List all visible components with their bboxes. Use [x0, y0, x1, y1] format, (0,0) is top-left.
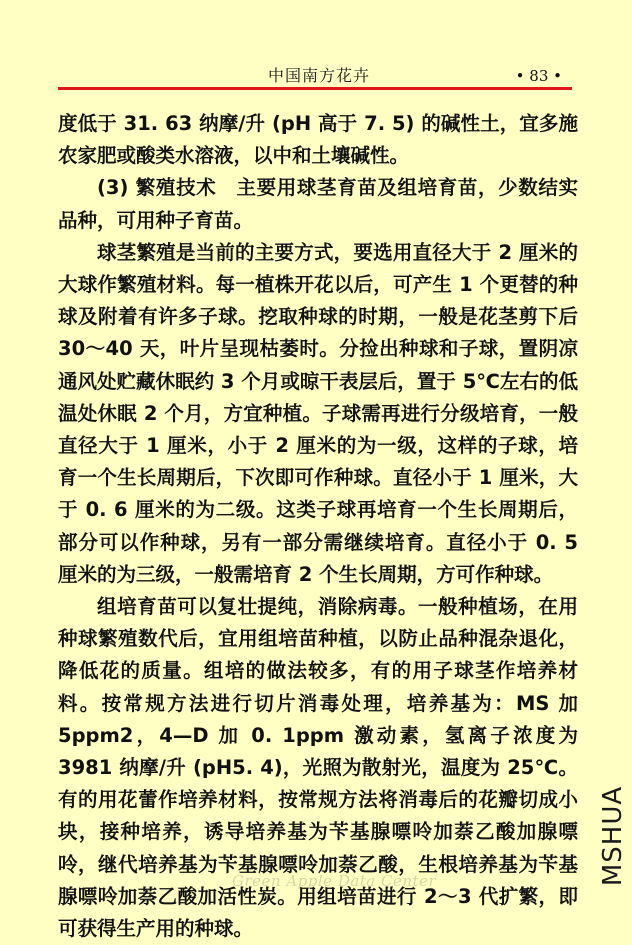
running-title: 中国南方花卉 — [268, 66, 371, 85]
side-watermark — [598, 786, 628, 886]
page-header — [58, 66, 570, 86]
paragraph-tissue-culture: 组培育苗可以复壮提纯，消除病毒。一般种植场，在用种球繁殖数代后，宜用组培苗种植，以防止品种混杂退化，降低花的质量。组培的做法较多，有的用子球茎作培养材料。按常规方法进行切片消毒处理，培养基为：MS 加 5ppm2，4—D 加 0. 1ppm 激动素，氢离子浓度为 3981 纳摩/升 (pH5. 4)，光照为散射光，温度为 25℃。有的用花蕾作培养材料，按常规方法将消毒后的花瓣切成小块，接种培养，诱导培养基为苄基腺嘌呤加萘乙酸加腺嘌呤，继代培养基为苄基腺嘌呤加萘乙酸，生根培养基为苄基腺嘌呤加萘乙酸加活性炭。用组培苗进行 2～3 代扩繁，即可获得生产用的种球。 — [58, 595, 578, 941]
body-text — [58, 108, 578, 945]
bottom-watermark: Green Apple Data Center — [232, 872, 437, 890]
paragraph-propagation-technique: (3) 繁殖技术 主要用球茎育苗及组培育苗，少数结实品种，可用种子育苗。 — [58, 176, 578, 232]
paragraph-corm-propagation: 球茎繁殖是当前的主要方式，要选用直径大于 2 厘米的大球作繁殖材料。每一植株开花以后，可产生 1 个更替的种球及附着有许多子球。挖取种球的时期，一般是花茎剪下后 30～40 天，叶片呈现枯萎时。分捡出种球和子球，置阴凉通风处贮藏休眠约 3 个月或晾干表层后，置于 5℃左右的低温处休眠 2 个月，方宜种植。子球需再进行分级培育，一般直径大于 1 厘米，小于 2 厘米的为一级，这样的子球，培育一个生长周期后，下次即可作种球。直径小于 1 厘米，大于 0. 6 厘米的为二级。这类子球再培育一个生长周期后，部分可以作种球，另有一部分需继续培育。直径小于 0. 5 厘米的为三级，一般需培育 2 个生长周期，方可作种球。 — [58, 240, 578, 586]
side-watermark-text: MSHUA — [598, 785, 628, 887]
paragraph-continuation: 度低于 31. 63 纳摩/升 (pH 高于 7. 5) 的碱性土，宜多施农家肥或酸类水溶液，以中和土壤碱性。 — [58, 112, 578, 168]
page-number: • 83 • — [515, 67, 562, 85]
header-rule — [58, 87, 572, 90]
